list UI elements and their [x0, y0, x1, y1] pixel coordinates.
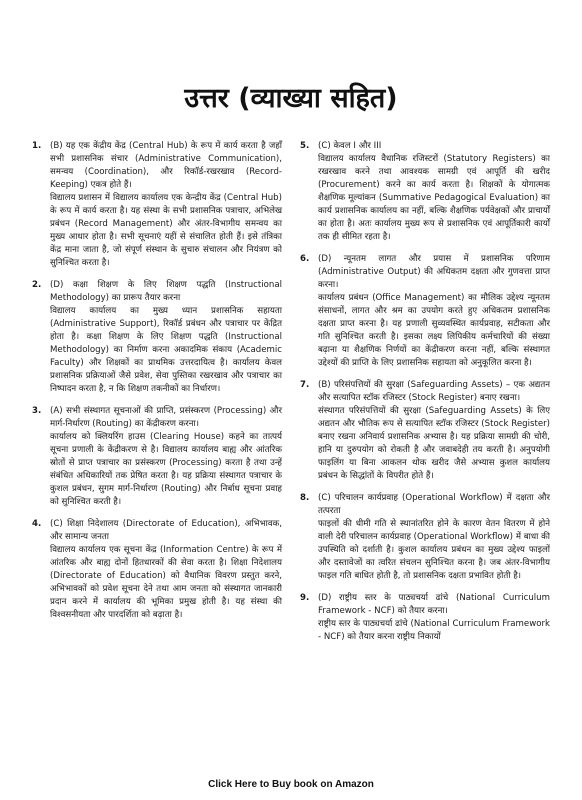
answer-item-1	[32, 140, 282, 270]
answer-number: 6.	[300, 254, 310, 264]
answer-item-5	[300, 140, 550, 244]
answer-explanation: विद्यालय कार्यालय का मुख्य ध्यान प्रशासनिक सहायता (Administrative Support), रिकॉर्ड प्रबंधन और पत्राचार पर केंद्रित होता है। कक्षा शिक्षण के लिए शिक्षण पद्धति (Instructional Methodology) का निर्माण करना अकादमिक संकाय (Academic Faculty) और शिक्षकों का प्राथमिक उत्तरदायित्व है। कार्यालय केवल प्रशासनिक प्रक्रियाओं जैसे प्रवेश, सेवा पुस्तिका रखरखाव और पत्राचार का निष्पादन करता है, न कि शिक्षण तकनीकों का निर्धारण।	[50, 306, 282, 394]
answers-column-left	[32, 140, 282, 631]
answer-choice: (C) परिचालन कार्यप्रवाह (Operational Workflow) में दक्षता और तत्परता	[318, 493, 550, 516]
buy-book-link[interactable]: Click Here to Buy book on Amazon	[208, 779, 374, 790]
answer-item-7	[300, 379, 550, 483]
answer-number: 3.	[32, 406, 42, 416]
answer-item-4	[32, 518, 282, 622]
answer-explanation: विद्यालय प्रशासन में विद्यालय कार्यालय एक केन्द्रीय केंद्र (Central Hub) के रूप में कार्य करता है। यह संस्था के सभी प्रशासनिक पत्राचार, अभिलेख प्रबंधन (Record Management) और अंतर-विभागीय समन्वय का मुख्य आधार होता है। सभी सूचनाएं यहीं से संचालित होती हैं। इसे तंत्रिका केंद्र माना जाता है, जो संपूर्ण संस्थान के सुचारु संचालन और नियंत्रण को सुनिश्चित करता है।	[50, 193, 282, 268]
page-title: उत्तर (व्याख्या सहित)	[184, 83, 398, 114]
answer-number: 9.	[300, 593, 310, 603]
answer-number: 7.	[300, 380, 310, 390]
answer-explanation: कार्यालय को क्लियरिंग हाउस (Clearing House) कहने का तात्पर्य सूचना प्रणाली के केंद्रीकरण से है। विद्यालय कार्यालय बाह्य और आंतरिक स्रोतों से प्राप्त पत्राचार का प्रसंस्करण (Processing) करता है तथा उन्हें संबंधित अधिकारियों तक प्रेषित करता है। यह प्रक्रिया संस्थागत पत्राचार के कुशल प्रबंधन, सुगम मार्ग-निर्धारण (Routing) और निर्बाध सूचना प्रवाह को सुनिश्चित करती है।	[50, 432, 282, 507]
answer-choice: (A) सभी संस्थागत सूचनाओं की प्राप्ति, प्रसंस्करण (Processing) और मार्ग-निर्धारण (Routing) का केंद्रीकरण करना।	[50, 406, 282, 429]
answer-number: 2.	[32, 280, 42, 290]
answer-number: 5.	[300, 141, 310, 151]
answer-explanation: कार्यालय प्रबंधन (Office Management) का मौलिक उद्देश्य न्यूनतम संसाधनों, लागत और श्रम का उपयोग करते हुए अधिकतम प्रशासनिक दक्षता प्राप्त करना है। यह प्रणाली सुव्यवस्थित कार्यप्रवाह, सटीकता और गति सुनिश्चित करती है। इसका लक्ष्य लिपिकीय कर्मचारियों की संख्या बढ़ाना या शैक्षणिक निर्णयों का केंद्रीकरण करना नहीं, बल्कि संस्थागत उद्देश्यों की प्राप्ति के लिए प्रशासनिक सहायता को अनुकूलित करना है।	[318, 293, 550, 368]
answer-item-2	[32, 279, 282, 396]
answer-number: 1.	[32, 141, 42, 151]
answer-choice: (B) परिसंपत्तियों की सुरक्षा (Safeguarding Assets) – एक अद्यतन और सत्यापित स्टॉक रजिस्टर (Stock Register) बनाए रखना।	[318, 380, 550, 403]
answer-choice: (D) न्यूनतम लागत और प्रयास में प्रशासनिक परिणाम (Administrative Output) की अधिकतम दक्षता और गुणवत्ता प्राप्त करना।	[318, 254, 550, 290]
answer-explanation: फाइलों की धीमी गति से स्थानांतरित होने के कारण वेतन वितरण में होने वाली देरी परिचालन कार्यप्रवाह (Operational Workflow) में बाधा की उपस्थिति को दर्शाती है। कुशल कार्यालय प्रबंधन का मुख्य उद्देश्य फाइलों और दस्तावेजों का त्वरित संचलन सुनिश्चित करना है। जब अंतर-विभागीय फाइल गति बाधित होती है, तो प्रशासनिक दक्षता प्रभावित होती है।	[318, 519, 550, 581]
answer-item-3	[32, 405, 282, 509]
answer-choice: (C) शिक्षा निदेशालय (Directorate of Education), अभिभावक, और सामान्य जनता	[50, 519, 282, 542]
answer-item-9	[300, 592, 550, 644]
answer-item-6	[300, 253, 550, 370]
answer-choice: (B) यह एक केंद्रीय केंद्र (Central Hub) के रूप में कार्य करता है जहाँ सभी प्रशासनिक संचार (Administrative Communication), समन्वय (Coordination), और रिकॉर्ड-रखरखाव (Record-Keeping) एकत्र होते हैं।	[50, 141, 282, 190]
answer-choice: (D) राष्ट्रीय स्तर के पाठ्यचर्या ढांचे (National Curriculum Framework - NCF) को तैयार करना।	[318, 593, 550, 616]
answer-explanation: राष्ट्रीय स्तर के पाठ्यचर्या ढांचे (National Curriculum Framework - NCF) को तैयार करना राष्ट्रीय निकायों	[318, 619, 550, 642]
answer-number: 8.	[300, 493, 310, 503]
answer-number: 4.	[32, 519, 42, 529]
answer-item-8	[300, 492, 550, 583]
answer-explanation: विद्यालय कार्यालय वैधानिक रजिस्टरों (Statutory Registers) का रखरखाव करने तथा आवश्यक सामग्री एवं आपूर्ति की खरीद (Procurement) करने का कार्य करता है। शिक्षकों के योगात्मक शैक्षणिक मूल्यांकन (Summative Pedagogical Evaluation) का कार्य प्रशासनिक कार्यालय का नहीं, बल्कि शैक्षणिक पर्यवेक्षकों और प्राचार्यों का होता है। अतः कार्यालय मुख्य रूप से प्रशासनिक एवं आपूर्तिकारी कार्यों तक ही सीमित रहता है।	[318, 154, 550, 242]
answer-explanation: संस्थागत परिसंपत्तियों की सुरक्षा (Safeguarding Assets) के लिए अद्यतन और भौतिक रूप से सत्यापित स्टॉक रजिस्टर (Stock Register) बनाए रखना अनिवार्य प्रशासनिक अभ्यास है। यह प्रक्रिया सामग्री की चोरी, हानि या दुरुपयोग को रोकती है और जवाबदेही तय करती है। अनुपयोगी फाइलिंग या बिना आकलन थोक खरीद जैसे अभ्यास कुशल कार्यालय प्रबंधन के सिद्धांतों के विपरीत होते हैं।	[318, 406, 550, 481]
answers-column-right	[300, 140, 550, 653]
answer-explanation: विद्यालय कार्यालय एक सूचना केंद्र (Information Centre) के रूप में आंतरिक और बाह्य दोनों हितधारकों की सेवा करता है। शिक्षा निदेशालय (Directorate of Education) को वैधानिक विवरण प्रस्तुत करने, अभिभावकों को प्रवेश सूचना देने तथा आम जनता को संस्थागत जानकारी प्रदान करने में कार्यालय की भूमिका प्रमुख होती है। यह संस्था की विश्वसनीयता और पारदर्शिता को बढ़ाता है।	[50, 545, 282, 620]
answer-choice: (D) कक्षा शिक्षण के लिए शिक्षण पद्धति (Instructional Methodology) का प्रारूप तैयार करना	[50, 280, 282, 303]
answer-choice: (C) केवल I और III	[318, 141, 382, 151]
